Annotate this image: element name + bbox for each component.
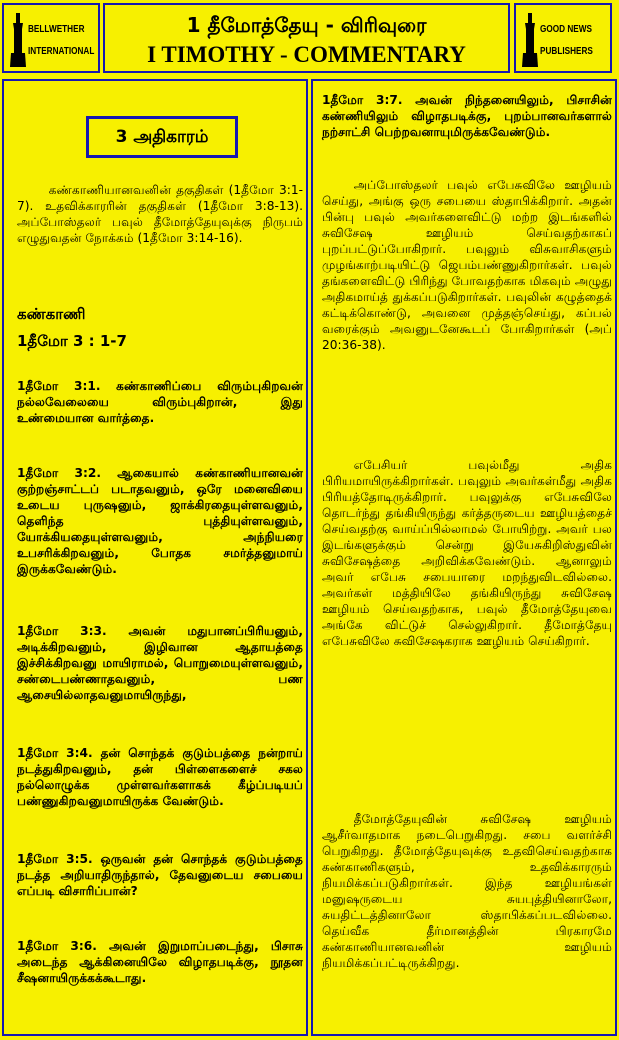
verse-3-5: 1தீமோ 3:5. ஒருவன் தன் சொந்தக் குடும்பத்தை நடத்த அறியாதிருந்தால், தேவனுடைய சபையை எப்படி விசாரிப்பான்? xyxy=(17,852,303,898)
commentary-paragraph-2: எபேசியர் பவுல்மீது அதிக பிரியமாயிருக்கிறார்கள். பவுலும் அவர்கள்மீது அதிக பிரியத்தோடிருக்கிறார். பவுலுக்கு எபேசுவிலே தொடர்ந்து தங்கியிருந்து கர்த்தருடைய ஊழியத்தைச் செய்வதற்கு வாய்ப்பில்லாமல் போயிற்று. அவர் பல இடங்களுக்கும் சென்று இயேசுகிறிஸ்துவின் சுவிசேஷத்தை அறிவிக்கவேண்டும். ஆனாலும் அவர் எபேசு சபையாரை மறந்துவிடவில்லை. அவர்கள் மத்தியிலே தங்கியிருந்து சுவிசேஷ ஊழியம் செய்வதற்காக, பவுல் தீமோத்தேயுவை அங்கே விட்டுச் செல்லுகிறார். தீமோத்தேயு எபேசுவிலே சுவிசேஷகராக ஊழியம் செய்கிறார். xyxy=(322,458,612,648)
header xyxy=(0,0,619,80)
right-logo-line1: GOOD NEWS xyxy=(540,24,592,35)
verse-3-3: 1தீமோ 3:3. அவன் மதுபானப்பிரியனும், அடிக்கிறவனும், இழிவான ஆதாயத்தை இச்சிக்கிறவனு மாயிராமல், பொறுமையுள்ளவனும், சண்டைபண்ணாதவனும், பண ஆசையில்லாதவனுமாயிருந்து, xyxy=(17,624,303,702)
title-box xyxy=(103,3,510,73)
page-title-english: I TIMOTHY - COMMENTARY xyxy=(147,42,466,67)
verse-3-2: 1தீமோ 3:2. ஆகையால் கண்காணியானவன் குற்றஞ்சாட்டப் படாதவனும், ஒரே மனைவியை உடைய புருஷனும், ஜாக்கிரதையுள்ளவனும், தெளிந்த புத்தியுள்ளவனும், யோக்கியதையுள்ளவனும், அந்நியரை உபசரிக்கிறவனும், போதக சமர்த்தனுமாய் இருக்கவேண்டும். xyxy=(17,466,303,576)
page-title-tamil: 1 தீமோத்தேயு - விரிவுரை xyxy=(186,13,427,37)
chapter-intro: கண்காணியானவனின் தகுதிகள் (1தீமோ 3:1-7). உதவிக்காரரின் தகுதிகள் (1தீமோ 3:8-13). அப்போஸ்தலர் பவுல் தீமோத்தேயுவுக்கு நிருபம் எழுதுவதன் நோக்கம் (1தீமோ 3:14-16). xyxy=(17,183,303,245)
verse-3-7: 1தீமோ 3:7. அவன் நிந்தனையிலும், பிசாசின் கண்ணியிலும் விழாதபடிக்கு, புறம்பானவர்களால் நற்சாட்சி பெற்றவனாயுமிருக்கவேண்டும். xyxy=(322,93,612,139)
right-column xyxy=(311,79,617,1036)
left-logo-line1: BELLWETHER xyxy=(28,24,85,35)
right-logo-line2: PUBLISHERS xyxy=(540,46,593,57)
bell-tower-icon xyxy=(522,13,538,67)
verse-3-4: 1தீமோ 3:4. தன் சொந்தக் குடும்பத்தை நன்றாய் நடத்துகிறவனும், தன் பிள்ளைகளைச் சகல நல்லொழுக்க முள்ளவர்களாகக் கீழ்ப்படியப் பண்ணுகிறவனுமாயிருக்க வேண்டும். xyxy=(17,746,303,808)
commentary-paragraph-1: அப்போஸ்தலர் பவுல் எபேசுவிலே ஊழியம் செய்து, அங்கு ஒரு சபையை ஸ்தாபிக்கிறார். அதன் பின்பு பவுல் அவர்களைவிட்டு மற்ற இடங்களில் சுவிசேஷ ஊழியம் செய்வதற்காகப் புறப்பட்டுப்போகிறார். பவுலும் விசுவாசிகளும் முழங்காற்படியிட்டு ஜெபம்பண்ணுகிறார்கள். பவுல் தங்களைவிட்டு பிரிந்து போவதற்காக மிகவும் அழுது அதிகமாய்த் துக்கப்படுகிறார்கள். பவுலின் கழுத்தைக் கட்டிக்கொண்டு, அவனை முத்தஞ்செய்து, கப்பல் வரைக்கும் அவனுடனேகூடப் போகிறார்கள் (அப் 20:36-38). xyxy=(322,178,612,352)
verse-3-1: 1தீமோ 3:1. கண்காணிப்பை விரும்புகிறவன் நல்லவேலையை விரும்புகிறான், இது உண்மையான வார்த்தை. xyxy=(17,379,303,425)
left-column xyxy=(2,79,308,1036)
bellwether-logo xyxy=(2,3,100,73)
good-news-logo xyxy=(514,3,612,73)
section-title: கண்காணி xyxy=(17,305,86,323)
verse-3-6: 1தீமோ 3:6. அவன் இறுமாப்படைந்து, பிசாசு அடைந்த ஆக்கினையிலே விழாதபடிக்கு, நூதன சீஷனாயிருக்கக்கூடாது. xyxy=(17,939,303,985)
bell-tower-icon xyxy=(10,13,26,67)
left-logo-line2: INTERNATIONAL xyxy=(28,46,95,57)
commentary-paragraph-3: தீமோத்தேயுவின் சுவிசேஷ ஊழியம் ஆசீர்வாதமாக நடைபெறுகிறது. சபை வளர்ச்சி பெறுகிறது. தீமோத்தேயுவுக்கு உதவிசெய்வதற்காக கண்காணிகளும், உதவிக்காரரும் நியமிக்கப்படுகிறார்கள். இந்த ஊழியங்கள் மனுஷருடைய சுயபுத்தியினாலோ, சுயதிட்டத்தினாலோ ஸ்தாபிக்கப்படவில்லை. தெய்வீக தீர்மானத்தின் பிரகாரமே கண்காணியானவனின் ஊழியம் நியமிக்கப்பட்டிருக்கிறது. xyxy=(322,812,612,970)
chapter-heading: 3 அதிகாரம் xyxy=(86,116,238,158)
section-reference: 1தீமோ 3 : 1-7 xyxy=(17,332,127,350)
